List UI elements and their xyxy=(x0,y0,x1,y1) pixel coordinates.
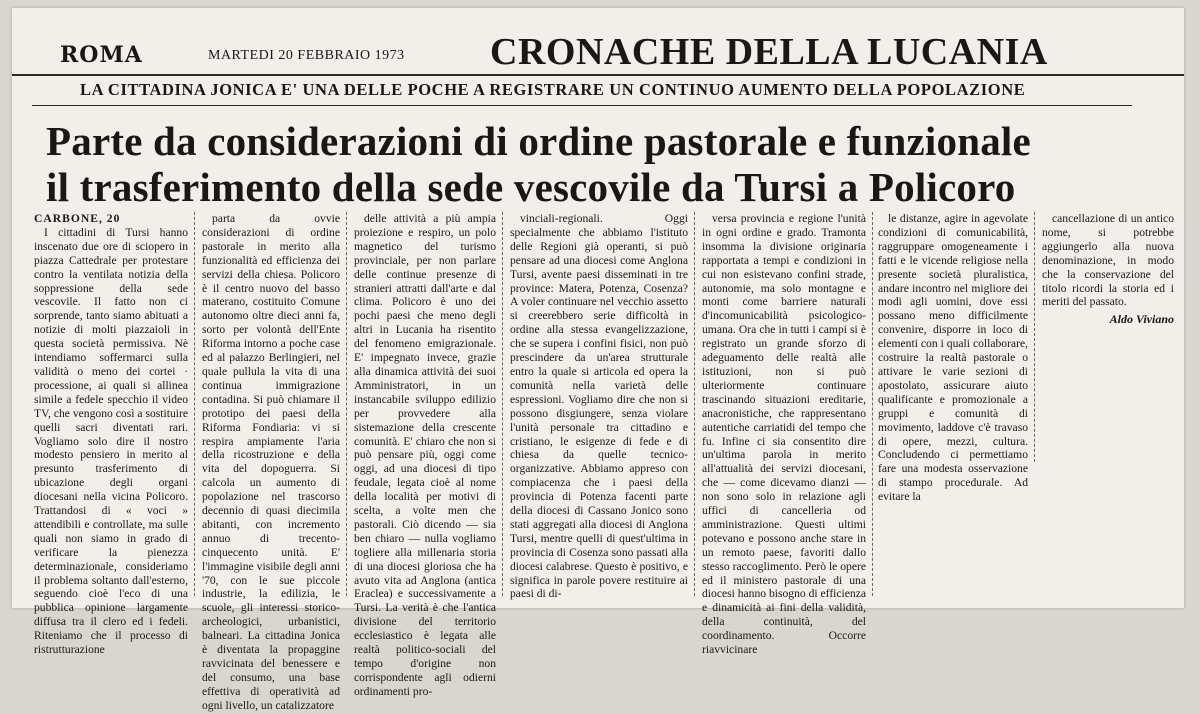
column-text: cancellazione di un antico nome, si potrebbe aggiungerlo alla nuova denominazione, in modo che la conservazione del titolo ricordi la storia ed i meriti del passato. xyxy=(1042,212,1174,309)
column-text: versa provincia e regione l'unità in ogni ordine e grado. Tramonta insomma la divisione originaria rapportata a tempi e condizioni in cui non esistevano confini strade, autonomie, ma solo montagne e monti come barriere naturali d'incomunicabilità psicologico-umana. Ora che in tutti i campi si è registrato un grande sforzo di adeguamento delle realtà alle istituzioni, non si può ulteriormente continuare trascinando situazioni ereditarie, anacronistiche, che rappresentano autentiche carriatidi del tempo che fu. Infine ci sia consentito dire un'ultima parola in merito all'attualità dei servizi diocesani, che — come dicevamo dianzi — non sono solo in relazione agli uffici di cancelleria od amministrazione. Questi ultimi potevano e possono anche stare in un remoto paese, favoriti dallo stesso raccoglimento. Però le opere ed il ministero pastorale di una diocesi hanno bisogno di efficienza e dinamicità ai fini della validità, della continuità, del coordinamento. Occorre riavvicinare xyxy=(702,212,866,657)
article-column-1 xyxy=(34,212,195,657)
headline-line-2: il trasferimento della sede vescovile da Tursi a Policoro xyxy=(46,164,1016,210)
headline-line-1: Parte da considerazioni di ordine pastorale e funzionale xyxy=(46,118,1031,164)
article-column-6 xyxy=(878,212,1035,504)
masthead xyxy=(12,8,1184,76)
section-title: CRONACHE DELLA LUCANIA xyxy=(490,31,1048,73)
article-column-3 xyxy=(354,212,503,698)
column-text: I cittadini di Tursi hanno inscenato due ore di sciopero in piazza Cattedrale per protestare contro la ventilata notizia della soppressione della sede vescovile. Il fatto non ci sorprende, tanto siamo abituati a notizie di molti piazzaioli in questa società permissiva. Nè intendiamo soffermarci sulla validità o meno dei cortei · processione, ai quali si allinea simile a fedele specchio il video TV, che vengono così a sostituire quelli sacri diventati rari. Vogliamo solo dire il nostro modesto pensiero in merito al presunto trasferimento di ubicazione degli organi diocesani nella vicina Policoro. Trattandosi di « voci » attendibili e controllate, ma sulle quali non siamo in grado di verificare la pienezza determinazionale, consideriamo il problema soltanto dall'esterno, seguendo cioè l'eco di una pubblica opinione largamente diffusa tra il clero ed i fedeli. Riteniamo che il processo di ristrutturazione xyxy=(34,225,188,657)
masthead-city: ROMA xyxy=(60,42,143,68)
article-dateline: CARBONE, 20 xyxy=(34,212,121,225)
article-column-5 xyxy=(702,212,873,657)
column-text: le distanze, agire in agevolate condizioni di comunicabilità, raggruppare omogeneamente i fatti e le vicende religiose nella presente società pluralistica, andare incontro nel migliore dei modi agli uomini, dove essi possano meno difficilmente convenire, disporre in loco di elementi con i quali collaborare, costruire la realtà pastorale o attivare le varie sezioni di apostolato, assicurare aiuto qualificante e promozionale a gruppi e comunità di movimento, laddove c'è travaso di opere, mezzi, cultura. Concludendo ci permettiamo fare una modesta osservazione di stampo procedurale. Ad evitare la xyxy=(878,212,1028,504)
column-text: delle attività a più ampia proiezione e respiro, un polo magnetico del turismo provinciale, per non parlare delle continue presenze di stranieri attratti dall'arte e dal clima. Policoro è uno dei pochi paesi che meno degli altri in Lucania ha risentito del fenomeno emigrazionale. E' impegnato invece, grazie alla dinamica attività dei suoi Amministratori, in un instancabile sviluppo edilizio per provvedere alla sistemazione della crescente comunità. E' chiaro che non si può pensare più, oggi come oggi, ad una diocesi di tipo feudale, legata cioè al nome della località per motivi di scelta, a volte men che pastorali. Ciò dicendo — sia ben chiaro — nulla vogliamo togliere alla millenaria storia di una diocesi gloriosa che ha avuto vita ad Anglona (antica Eraclea) e successivamente a Tursi. La verità è che l'antica divisione del territorio ecclesiastico è legata alle realtà politico-sociali del tempo d'origine non corrispondente agli odierni ordinamenti pro- xyxy=(354,212,496,698)
article-column-7 xyxy=(1042,212,1174,362)
column-text: vinciali-regionali. Oggi specialmente che abbiamo l'istituto delle Regioni già operanti, si può pensare ad una diocesi come Anglona Tursi, avente paesi disseminati in tre province: Matera, Potenza, Cosenza? A voler continuare nel vecchio assetto si creerebbero serie difficoltà in ordine alla stessa evangelizzazione, che se supera i confini fisici, non può prescindere da un'area strutturale entro la quale si articola ed opera la comunità nella varietà delle espressioni. Vogliamo dire che non si possono disgiungere, senza violare l'unità personale tra cittadino e cristiano, le esigenze di fede e di chiesa da quelle tecnico-organizzative. Abbiamo appreso con compiacenza che i paesi della provincia di Potenza facenti parte della diocesi di Cassano Jonico sono stati aggregati alla diocesi di Anglona Tursi, mentre quelli di quest'ultima in provincia di Cosenza sono passati alla diocesi calabrese. Questo è positivo, e significa in parole povere restituire ai paesi di di- xyxy=(510,212,688,601)
article-column-2 xyxy=(202,212,347,712)
kicker-rule xyxy=(32,105,1132,106)
kicker-headline: LA CITTADINA JONICA E' UNA DELLE POCHE A REGISTRARE UN CONTINUO AUMENTO DELLA POPOLAZIONE xyxy=(80,80,1026,99)
column-text: parta da ovvie considerazioni di ordine pastorale in merito alla funzionalità ed efficienza dei servizi della chiesa. Policoro è il centro nuovo del basso materano, costituito Comune autonomo oltre dieci anni fa, sorto per volontà dell'Ente Riforma intorno a poche case ed al palazzo Berlingieri, nel quale pullula la vita di una continua immigrazione contadina. Si può chiamare il prototipo dei paesi della Riforma Fondiaria: vi si respira ampiamente l'aria della ricostruzione e della vita del dopoguerra. Si calcola un aumento di popolazione nel trascorso decennio di quasi diecimila abitanti, con incremento annuo di trecento-cinquecento unità. E' l'immagine visibile degli anni '70, con le sue piccole industrie, la edilizia, le scuole, gli interessi storico-archeologici, urbanistici, balneari. La cittadina Jonica è diventata la propaggine ravvicinata del benessere e del consumo, una base effettiva di operatività ad ogni livello, un catalizzatore xyxy=(202,212,340,712)
author-signature: Aldo Viviano xyxy=(1109,312,1174,327)
article-column-4 xyxy=(510,212,695,601)
newspaper-clipping xyxy=(12,8,1184,712)
masthead-date: MARTEDI 20 FEBBRAIO 1973 xyxy=(208,48,405,63)
main-headline xyxy=(46,118,1176,210)
